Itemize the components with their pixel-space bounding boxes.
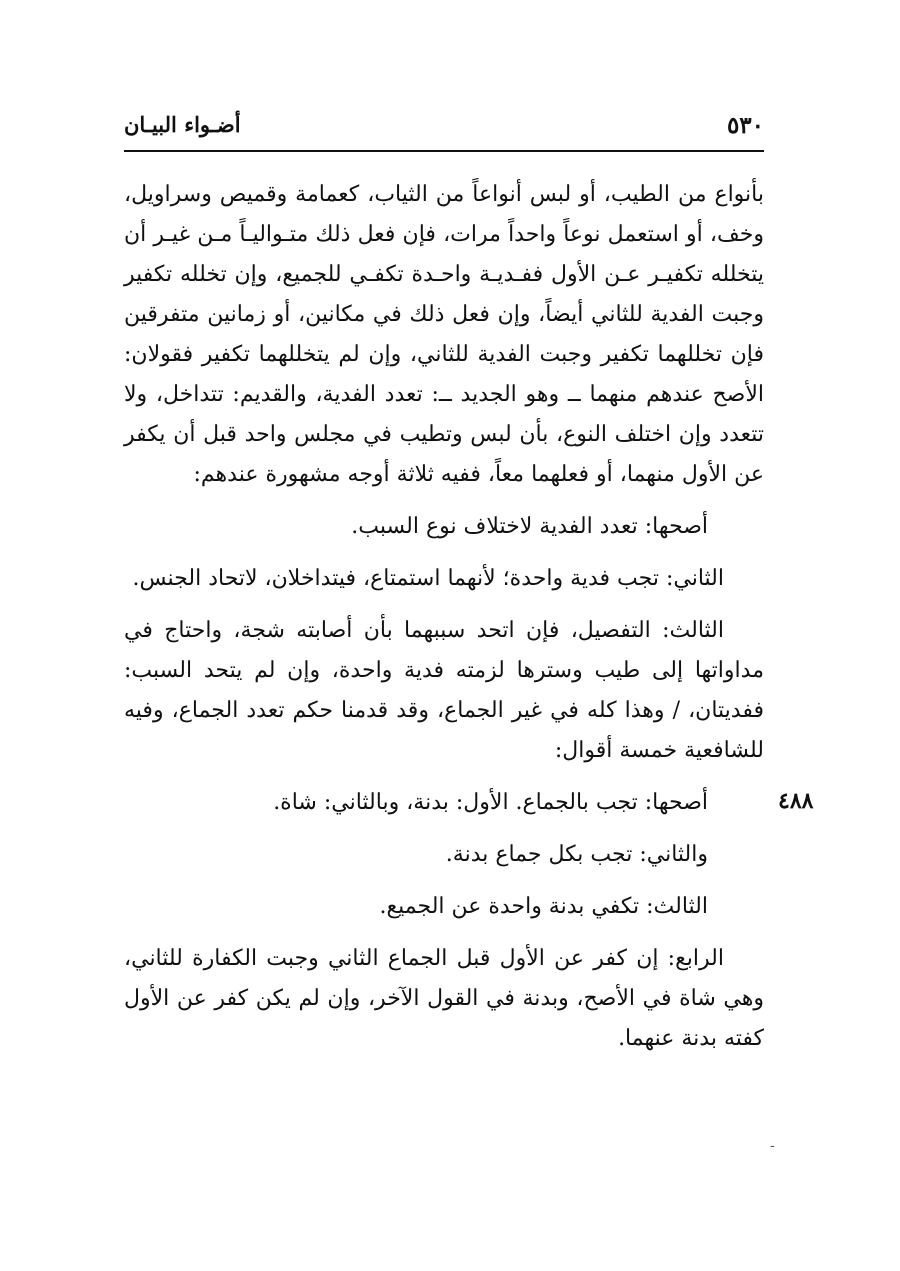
stray-mark: - <box>770 1138 775 1154</box>
paragraph-third-view: الثالث: التفصيل، فإن اتحد سببهما بأن أصابته شجة، واحتاج في مداواتها إلى طيب وسترها لزمته فدية واحدة، وإن لم يتحد السبب: ففديتان، / وهذا كله في غير الجماع، وقد قدمنا حكم تعدد الجماع، وفيه للشافعية خمسة أقوال: <box>124 618 764 763</box>
page-number: ٥٣٠ <box>726 112 764 139</box>
paragraph-second-view: الثاني: تجب فدية واحدة؛ لأنهما استمتاع، فيتداخلان، لاتحاد الجنس. <box>132 566 724 591</box>
paragraph-third-saying: الثالث: تكفي بدنة واحدة عن الجميع. <box>379 894 708 919</box>
paragraph-fourth-saying: الرابع: إن كفر عن الأول قبل الجماع الثاني وجبت الكفارة للثاني، وهي شاة في الأصح، وبدنة في القول الآخر، وإن لم يكن كفر عن الأول كفته بدنة عنهما. <box>124 946 764 1051</box>
paragraph-first-saying: أصحها: تجب بالجماع. الأول: بدنة، وبالثاني: شاة. <box>273 790 708 815</box>
marginal-page-reference: ٤٨٨ <box>778 788 814 814</box>
page-body <box>124 175 764 1059</box>
paragraph-first-view: أصحها: تعدد الفدية لاختلاف نوع السبب. <box>351 514 708 539</box>
paragraph-second-saying: والثاني: تجب بكل جماع بدنة. <box>445 842 708 867</box>
paragraph-opening: بأنواع من الطيب، أو لبس أنواعاً من الثياب، كعمامة وقميص وسراويل، وخف، أو استعمل نوعاً واحداً مرات، فإن فعل ذلك متـواليـاً مـن غيـر أن يتخلله تكفيـر عـن الأول ففـديـة واحـدة تكفـي للجميع، وإن تخلله تكفير وجبت الفدية للثاني أيضاً، وإن فعل ذلك في مكانين، أو زمانين متفرقين فإن تخللهما تكفير وجبت الفدية للثاني، وإن لم يتخللهما تكفير فقولان: الأصح عندهم منهما ــ وهو الجديد ــ: تعدد الفدية، والقديم: تتداخل، ولا تتعدد وإن اختلف النوع، بأن لبس وتطيب في مجلس واحد قبل أن يكفر عن الأول منهما، أو فعلهما معاً، ففيه ثلاثة أوجه مشهورة عندهم: <box>124 182 764 487</box>
page-header <box>124 112 764 146</box>
header-rule <box>124 150 764 152</box>
book-title: أضـواء البيـان <box>124 112 241 137</box>
